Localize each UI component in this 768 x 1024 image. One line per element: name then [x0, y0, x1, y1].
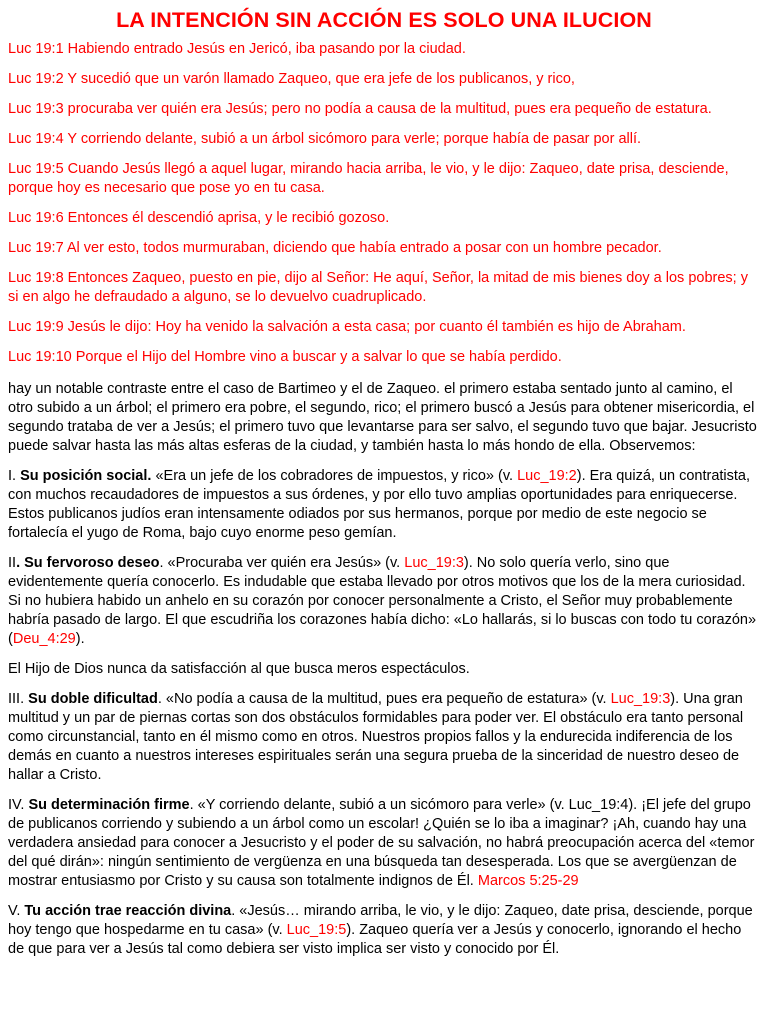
point-3-paragraph [8, 690, 760, 785]
commentary [0, 380, 768, 959]
point-text: . «Jesús… mirando arriba, le vio, y le dijo: Zaqueo, date prisa, desciende, porque hoy tengo que hospedarme en tu casa» (v. [8, 903, 753, 938]
scripture-link[interactable]: Luc_19:3 [610, 691, 671, 707]
point-text: . «Y corriendo delante, subió a un sicómoro para verle» (v. Luc_19:4). ¡El jefe del grupo de publicanos corriendo y subiendo a un árbol como un escolar! ¿Quién se lo iba a imaginar? ¡Ah, cuando hay una verdadera ansiedad para conocer a Jesucristo y el poder de su salvación, no habrá preocupación acerca del «temor del qué dirán»: ningún sentimiento de vergüenza en una búsqueda tan desesperada. Los que se avergüenzan de mostrar entusiasmo por Cristo y su causa son totalmente indignos de Él. [8, 797, 755, 889]
scripture-link[interactable]: Luc_19:5 [286, 922, 347, 938]
intro-paragraph: hay un notable contraste entre el caso de Bartimeo y el de Zaqueo. el primero estaba sentado junto al camino, el otro subido a un árbol; el primero era pobre, el segundo, rico; el primero buscó a Jesús para obtener misericordia, el segundo trataba de ver a Jesús; el primero tuvo que levantarse para ser salvo, el segundo tuvo que bajar. Jesucristo puede salvar hasta las más altas esferas de la ciudad, y también hasta lo más hondo de ella. Observemos: [8, 381, 757, 454]
verse-item: Luc 19:10 Porque el Hijo del Hombre vino a buscar y a salvar lo que se había perdido. [8, 349, 562, 365]
point-heading: . Su fervoroso deseo [16, 555, 160, 571]
point-text: «Era un jefe de los cobradores de impuestos, y rico» (v. [151, 468, 518, 484]
point-heading: Su determinación firme [28, 797, 190, 813]
point-number: III. [8, 691, 29, 707]
verse-item: Luc 19:4 Y corriendo delante, subió a un árbol sicómoro para verle; porque había de pasar por allí. [8, 131, 642, 147]
verse-item: Luc 19:3 procuraba ver quién era Jesús; pero no podía a causa de la multitud, pues era pequeño de estatura. [8, 101, 712, 117]
document-title: LA INTENCIÓN SIN ACCIÓN ES SOLO UNA ILUCION [116, 8, 652, 32]
point-number: IV. [8, 797, 29, 813]
point-2-paragraph [8, 554, 760, 649]
verse-item: Luc 19:2 Y sucedió que un varón llamado Zaqueo, que era jefe de los publicanos, y rico, [8, 71, 575, 87]
point-text: . «Procuraba ver quién era Jesús» (v. [159, 555, 405, 571]
verse-item: Luc 19:9 Jesús le dijo: Hoy ha venido la salvación a esta casa; por cuanto él también es hijo de Abraham. [8, 319, 686, 335]
point-heading: Tu acción trae reacción divina [24, 903, 232, 919]
point-text: . «No podía a causa de la multitud, pues era pequeño de estatura» (v. [157, 691, 611, 707]
point-text: ). No solo quería verlo, sino que evidentemente quería conocerlo. Es indudable que estaba llevado por otros motivos que los de la mera curiosidad. Si no hubiera habido un anhelo en su corazón por conocer personalmente a Cristo, el Señor muy probablemente habría pasado de largo. El que escudriña los corazones había dicho: «Lo hallarás, si lo buscas con todo tu corazón» ( [8, 555, 757, 647]
point-heading: Su posición social. [20, 468, 152, 484]
point-number: V. [8, 903, 25, 919]
point-heading: Su doble dificultad [28, 691, 158, 707]
verse-item: Luc 19:7 Al ver esto, todos murmuraban, diciendo que había entrado a posar con un hombre pecador. [8, 240, 662, 256]
point-text: ). Zaqueo quería ver a Jesús y conocerlo, ignorando el hecho de que para ver a Jesús tal como debiera ser visto implica ser visto y conocido por Él. [8, 922, 742, 957]
point-number: II [8, 555, 17, 571]
verse-item: Luc 19:8 Entonces Zaqueo, puesto en pie, dijo al Señor: He aquí, Señor, la mitad de mis bienes doy a los pobres; y si en algo he defraudado a alguno, se lo devuelvo cuadruplicado. [8, 270, 748, 305]
scripture-link[interactable]: Luc_19:2 [517, 468, 577, 484]
note-paragraph: El Hijo de Dios nunca da satisfacción al que busca meros espectáculos. [8, 661, 470, 677]
verse-item: Luc 19:1 Habiendo entrado Jesús en Jericó, iba pasando por la ciudad. [8, 41, 466, 57]
point-5-paragraph [8, 902, 760, 959]
scripture-link[interactable]: Luc_19:3 [404, 555, 464, 571]
point-4-paragraph [8, 796, 760, 891]
point-number: I. [8, 468, 21, 484]
scripture-link[interactable]: Marcos 5:25-29 [477, 873, 579, 889]
verse-item: Luc 19:5 Cuando Jesús llegó a aquel lugar, mirando hacia arriba, le vio, y le dijo: Zaqueo, date prisa, desciende, porque hoy es necesario que pose yo en tu casa. [8, 161, 729, 196]
verse-list [0, 40, 768, 367]
point-text: ). Una gran multitud y un par de piernas cortas son dos obstáculos formidables para poder ver. El obstáculo era tanto personal como circunstancial, tanto en él mismo como en otros. Nuestros propios fallos y la endurecida indiferencia de los demás en cuanto a nuestros intereses espirituales serán una segura prueba de la sinceridad de nuestro deseo de hallar a Cristo. [8, 691, 744, 783]
scripture-link[interactable]: Deu_4:29 [12, 631, 76, 647]
verse-item: Luc 19:6 Entonces él descendió aprisa, y le recibió gozoso. [8, 210, 390, 226]
point-text: ). [75, 631, 85, 647]
point-1-paragraph [8, 467, 760, 543]
point-text: ). Era quizá, un contratista, con muchos recaudadores de impuestos a sus órdenes, y por ello tuvo amplias oportunidades para enriquecerse. Estos publicanos judíos eran intensamente odiados por sus hermanos, porque por medio de este negocio se fortalecía el yugo de Roma, bajo cuyo enorme peso gemían. [8, 468, 751, 541]
